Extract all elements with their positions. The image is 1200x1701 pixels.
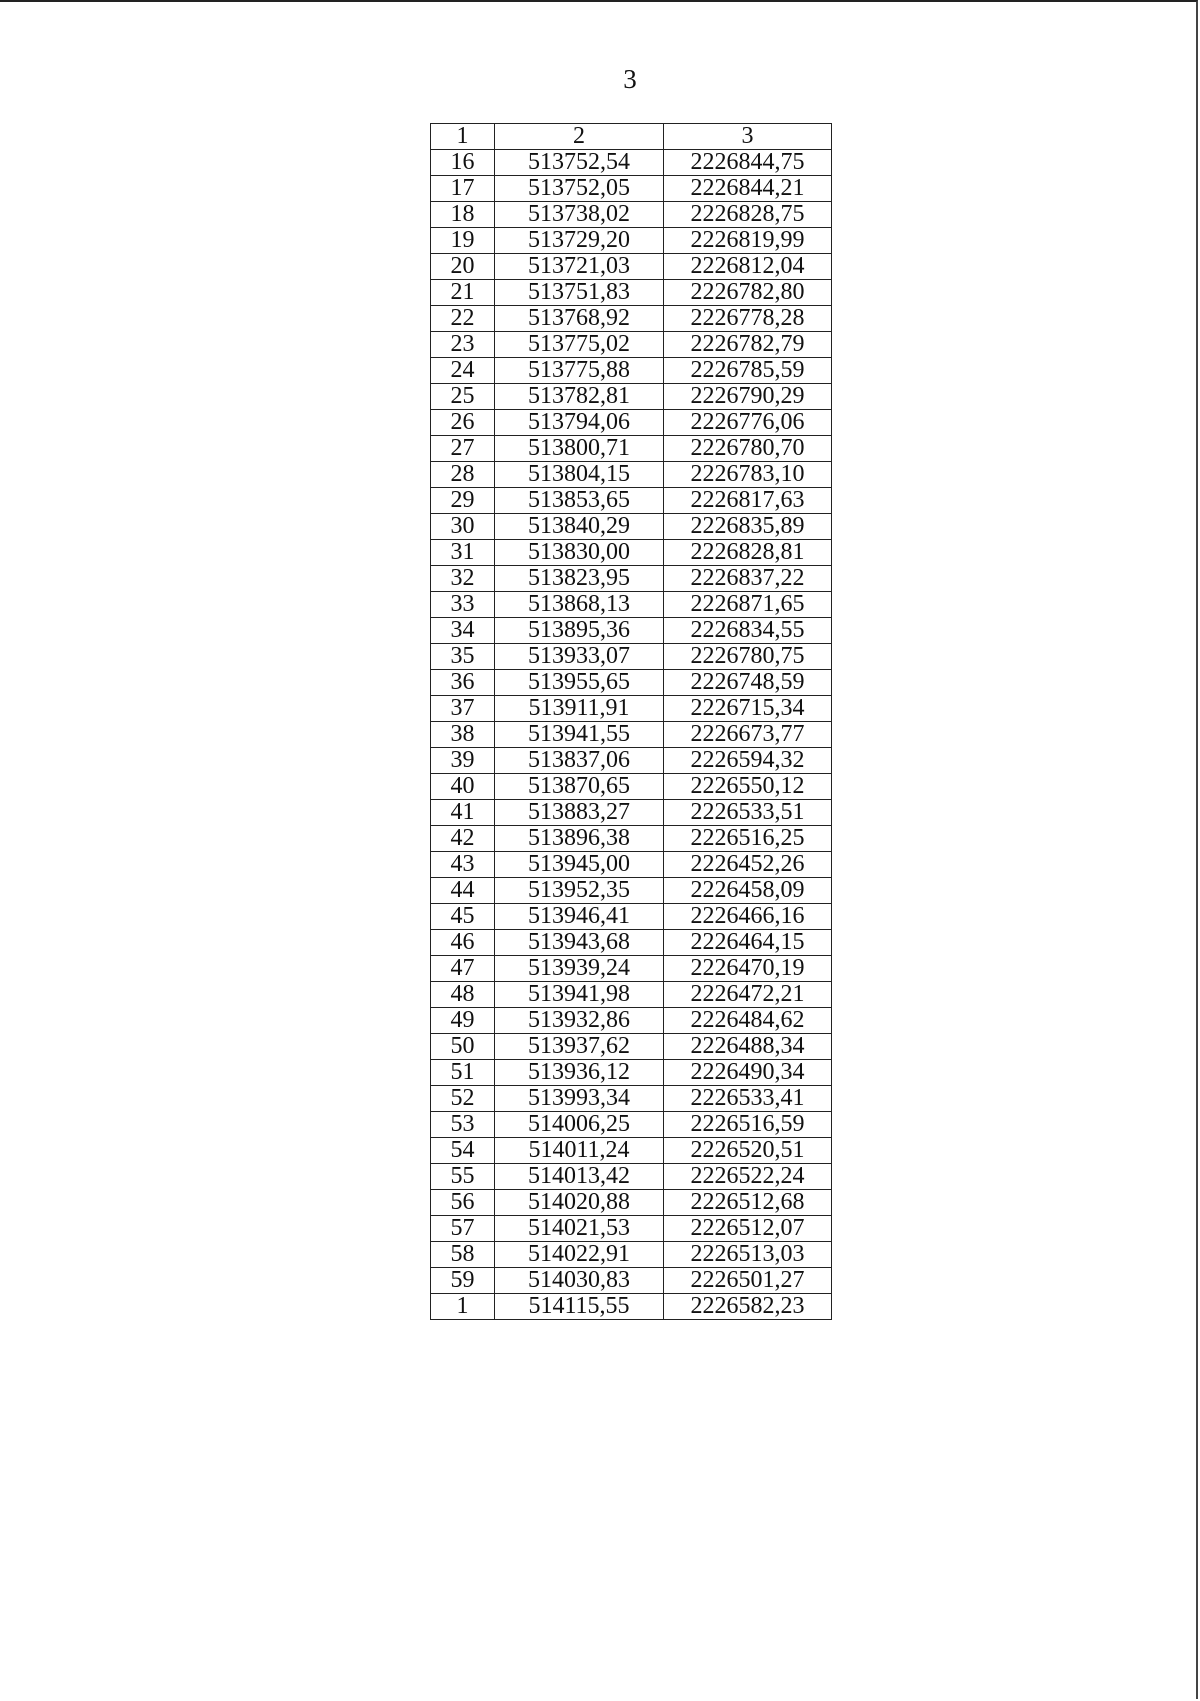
table-body — [431, 150, 832, 1320]
cell-x-coordinate: 513937,62 — [495, 1034, 664, 1060]
table-row — [431, 566, 832, 592]
cell-y-coordinate: 2226516,25 — [664, 826, 832, 852]
cell-x-coordinate: 513830,00 — [495, 540, 664, 566]
table-row — [431, 1060, 832, 1086]
cell-point-number: 39 — [431, 748, 495, 774]
column-header-x: 2 — [495, 124, 664, 150]
cell-y-coordinate: 2226458,09 — [664, 878, 832, 904]
cell-point-number: 37 — [431, 696, 495, 722]
table-row — [431, 410, 832, 436]
cell-y-coordinate: 2226550,12 — [664, 774, 832, 800]
cell-y-coordinate: 2226828,81 — [664, 540, 832, 566]
cell-x-coordinate: 514020,88 — [495, 1190, 664, 1216]
cell-point-number: 58 — [431, 1242, 495, 1268]
cell-point-number: 38 — [431, 722, 495, 748]
cell-y-coordinate: 2226837,22 — [664, 566, 832, 592]
cell-y-coordinate: 2226520,51 — [664, 1138, 832, 1164]
cell-x-coordinate: 513775,02 — [495, 332, 664, 358]
table-row — [431, 1112, 832, 1138]
cell-point-number: 30 — [431, 514, 495, 540]
cell-point-number: 32 — [431, 566, 495, 592]
cell-x-coordinate: 514030,83 — [495, 1268, 664, 1294]
cell-x-coordinate: 513868,13 — [495, 592, 664, 618]
cell-y-coordinate: 2226512,07 — [664, 1216, 832, 1242]
cell-point-number: 28 — [431, 462, 495, 488]
table-row — [431, 436, 832, 462]
table-row — [431, 956, 832, 982]
table-row — [431, 306, 832, 332]
cell-y-coordinate: 2226490,34 — [664, 1060, 832, 1086]
cell-y-coordinate: 2226516,59 — [664, 1112, 832, 1138]
cell-y-coordinate: 2226828,75 — [664, 202, 832, 228]
table-row — [431, 1216, 832, 1242]
cell-point-number: 42 — [431, 826, 495, 852]
cell-y-coordinate: 2226512,68 — [664, 1190, 832, 1216]
cell-y-coordinate: 2226464,15 — [664, 930, 832, 956]
cell-y-coordinate: 2226844,75 — [664, 150, 832, 176]
cell-point-number: 23 — [431, 332, 495, 358]
table-row — [431, 904, 832, 930]
table-row — [431, 826, 832, 852]
cell-point-number: 44 — [431, 878, 495, 904]
page-number: 3 — [623, 64, 637, 94]
table-row — [431, 1008, 832, 1034]
table-row — [431, 852, 832, 878]
cell-x-coordinate: 513936,12 — [495, 1060, 664, 1086]
table-row — [431, 254, 832, 280]
cell-y-coordinate: 2226782,79 — [664, 332, 832, 358]
cell-x-coordinate: 514022,91 — [495, 1242, 664, 1268]
cell-x-coordinate: 513768,92 — [495, 306, 664, 332]
cell-point-number: 19 — [431, 228, 495, 254]
cell-x-coordinate: 513945,00 — [495, 852, 664, 878]
cell-x-coordinate: 513840,29 — [495, 514, 664, 540]
cell-x-coordinate: 513946,41 — [495, 904, 664, 930]
table-row — [431, 1164, 832, 1190]
cell-x-coordinate: 513939,24 — [495, 956, 664, 982]
table-row — [431, 618, 832, 644]
cell-point-number: 46 — [431, 930, 495, 956]
table-row — [431, 592, 832, 618]
cell-y-coordinate: 2226782,80 — [664, 280, 832, 306]
cell-y-coordinate: 2226871,65 — [664, 592, 832, 618]
cell-x-coordinate: 513775,88 — [495, 358, 664, 384]
cell-x-coordinate: 513896,38 — [495, 826, 664, 852]
cell-point-number: 22 — [431, 306, 495, 332]
table-row — [431, 774, 832, 800]
table-row — [431, 202, 832, 228]
cell-x-coordinate: 513837,06 — [495, 748, 664, 774]
cell-y-coordinate: 2226501,27 — [664, 1268, 832, 1294]
cell-point-number: 18 — [431, 202, 495, 228]
cell-point-number: 45 — [431, 904, 495, 930]
cell-x-coordinate: 513911,91 — [495, 696, 664, 722]
cell-y-coordinate: 2226776,06 — [664, 410, 832, 436]
cell-x-coordinate: 513782,81 — [495, 384, 664, 410]
cell-point-number: 49 — [431, 1008, 495, 1034]
cell-point-number: 40 — [431, 774, 495, 800]
cell-point-number: 53 — [431, 1112, 495, 1138]
table-row — [431, 280, 832, 306]
cell-point-number: 24 — [431, 358, 495, 384]
table-row — [431, 358, 832, 384]
cell-y-coordinate: 2226466,16 — [664, 904, 832, 930]
table-row — [431, 800, 832, 826]
cell-point-number: 48 — [431, 982, 495, 1008]
cell-point-number: 51 — [431, 1060, 495, 1086]
table-row — [431, 670, 832, 696]
cell-x-coordinate: 513941,55 — [495, 722, 664, 748]
cell-y-coordinate: 2226594,32 — [664, 748, 832, 774]
column-header-y: 3 — [664, 124, 832, 150]
cell-y-coordinate: 2226533,41 — [664, 1086, 832, 1112]
table-row — [431, 722, 832, 748]
cell-y-coordinate: 2226522,24 — [664, 1164, 832, 1190]
table-row — [431, 514, 832, 540]
cell-x-coordinate: 513932,86 — [495, 1008, 664, 1034]
cell-x-coordinate: 513883,27 — [495, 800, 664, 826]
coordinates-table — [430, 123, 832, 1320]
cell-y-coordinate: 2226783,10 — [664, 462, 832, 488]
cell-point-number: 52 — [431, 1086, 495, 1112]
cell-point-number: 25 — [431, 384, 495, 410]
cell-x-coordinate: 513752,05 — [495, 176, 664, 202]
table-row — [431, 1138, 832, 1164]
cell-point-number: 27 — [431, 436, 495, 462]
cell-x-coordinate: 513823,95 — [495, 566, 664, 592]
table-row — [431, 1034, 832, 1060]
cell-x-coordinate: 513943,68 — [495, 930, 664, 956]
cell-x-coordinate: 513955,65 — [495, 670, 664, 696]
cell-y-coordinate: 2226819,99 — [664, 228, 832, 254]
cell-point-number: 56 — [431, 1190, 495, 1216]
cell-x-coordinate: 513853,65 — [495, 488, 664, 514]
cell-x-coordinate: 514006,25 — [495, 1112, 664, 1138]
cell-point-number: 31 — [431, 540, 495, 566]
table-row — [431, 540, 832, 566]
cell-point-number: 26 — [431, 410, 495, 436]
cell-point-number: 35 — [431, 644, 495, 670]
cell-y-coordinate: 2226817,63 — [664, 488, 832, 514]
table-row — [431, 644, 832, 670]
table-row — [431, 176, 832, 202]
cell-point-number: 20 — [431, 254, 495, 280]
cell-x-coordinate: 513804,15 — [495, 462, 664, 488]
cell-point-number: 1 — [431, 1294, 495, 1320]
table-row — [431, 1190, 832, 1216]
cell-x-coordinate: 513993,34 — [495, 1086, 664, 1112]
table-row — [431, 384, 832, 410]
cell-point-number: 36 — [431, 670, 495, 696]
cell-x-coordinate: 513729,20 — [495, 228, 664, 254]
cell-x-coordinate: 513870,65 — [495, 774, 664, 800]
cell-y-coordinate: 2226470,19 — [664, 956, 832, 982]
table-row — [431, 488, 832, 514]
cell-point-number: 33 — [431, 592, 495, 618]
cell-y-coordinate: 2226484,62 — [664, 1008, 832, 1034]
cell-point-number: 34 — [431, 618, 495, 644]
cell-x-coordinate: 513800,71 — [495, 436, 664, 462]
cell-y-coordinate: 2226835,89 — [664, 514, 832, 540]
table-row — [431, 1242, 832, 1268]
table-row — [431, 696, 832, 722]
cell-x-coordinate: 514021,53 — [495, 1216, 664, 1242]
cell-x-coordinate: 514013,42 — [495, 1164, 664, 1190]
cell-point-number: 47 — [431, 956, 495, 982]
table-row — [431, 332, 832, 358]
cell-y-coordinate: 2226452,26 — [664, 852, 832, 878]
table-row — [431, 1268, 832, 1294]
column-header-point: 1 — [431, 124, 495, 150]
cell-point-number: 57 — [431, 1216, 495, 1242]
cell-y-coordinate: 2226673,77 — [664, 722, 832, 748]
table-row — [431, 982, 832, 1008]
table-row — [431, 228, 832, 254]
cell-x-coordinate: 513941,98 — [495, 982, 664, 1008]
cell-y-coordinate: 2226582,23 — [664, 1294, 832, 1320]
cell-point-number: 29 — [431, 488, 495, 514]
table-row — [431, 150, 832, 176]
cell-point-number: 16 — [431, 150, 495, 176]
table-row — [431, 1086, 832, 1112]
cell-x-coordinate: 513738,02 — [495, 202, 664, 228]
cell-y-coordinate: 2226748,59 — [664, 670, 832, 696]
cell-y-coordinate: 2226790,29 — [664, 384, 832, 410]
cell-x-coordinate: 513952,35 — [495, 878, 664, 904]
cell-x-coordinate: 514115,55 — [495, 1294, 664, 1320]
cell-y-coordinate: 2226780,70 — [664, 436, 832, 462]
cell-y-coordinate: 2226785,59 — [664, 358, 832, 384]
cell-y-coordinate: 2226778,28 — [664, 306, 832, 332]
cell-point-number: 59 — [431, 1268, 495, 1294]
cell-y-coordinate: 2226780,75 — [664, 644, 832, 670]
cell-x-coordinate: 514011,24 — [495, 1138, 664, 1164]
cell-point-number: 55 — [431, 1164, 495, 1190]
table-header-row — [431, 124, 832, 150]
cell-point-number: 17 — [431, 176, 495, 202]
cell-x-coordinate: 513933,07 — [495, 644, 664, 670]
cell-x-coordinate: 513751,83 — [495, 280, 664, 306]
cell-y-coordinate: 2226715,34 — [664, 696, 832, 722]
cell-y-coordinate: 2226844,21 — [664, 176, 832, 202]
table-row — [431, 462, 832, 488]
cell-x-coordinate: 513794,06 — [495, 410, 664, 436]
cell-x-coordinate: 513752,54 — [495, 150, 664, 176]
table-row — [431, 878, 832, 904]
cell-y-coordinate: 2226834,55 — [664, 618, 832, 644]
cell-point-number: 21 — [431, 280, 495, 306]
table-row — [431, 930, 832, 956]
cell-x-coordinate: 513895,36 — [495, 618, 664, 644]
cell-point-number: 50 — [431, 1034, 495, 1060]
cell-y-coordinate: 2226488,34 — [664, 1034, 832, 1060]
cell-point-number: 41 — [431, 800, 495, 826]
cell-y-coordinate: 2226472,21 — [664, 982, 832, 1008]
cell-x-coordinate: 513721,03 — [495, 254, 664, 280]
cell-point-number: 43 — [431, 852, 495, 878]
table-row — [431, 1294, 832, 1320]
table-row — [431, 748, 832, 774]
cell-y-coordinate: 2226533,51 — [664, 800, 832, 826]
cell-y-coordinate: 2226812,04 — [664, 254, 832, 280]
cell-point-number: 54 — [431, 1138, 495, 1164]
cell-y-coordinate: 2226513,03 — [664, 1242, 832, 1268]
